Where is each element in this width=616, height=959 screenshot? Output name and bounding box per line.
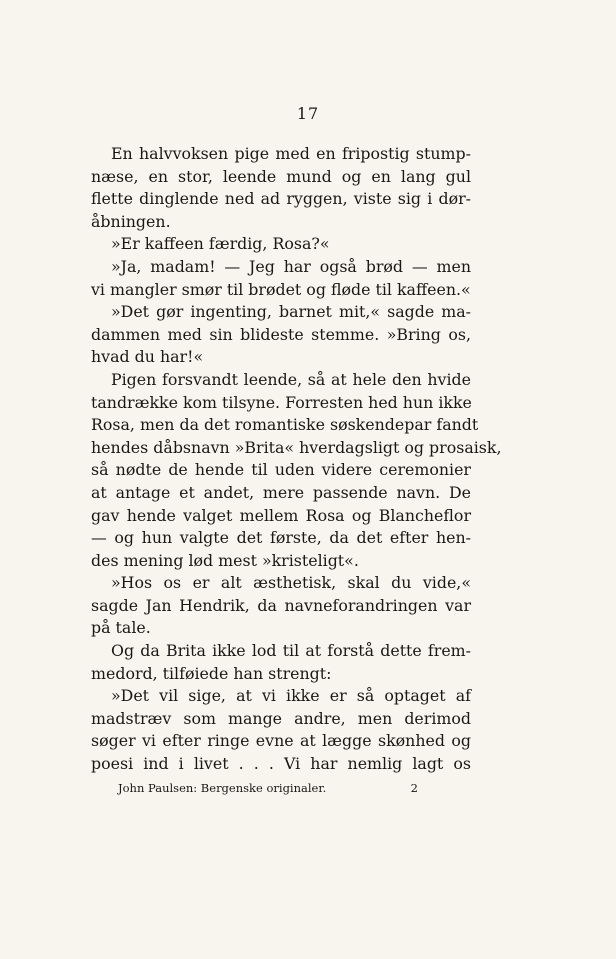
text-line: flette dinglende ned ad ryggen, viste sig i dør-	[91, 189, 471, 209]
text-line: »Det gør ingenting, barnet mit,« sagde ma-	[111, 302, 471, 322]
text-line: tandrække kom tilsyne. Forresten hed hun ikke	[91, 392, 472, 412]
text-line: »Det vil sige, at vi ikke er så optaget af	[111, 686, 471, 706]
text-line: Pigen forsvandt leende, så at hele den hvide	[111, 369, 471, 389]
footer-signature: John Paulsen: Bergenske originaler.	[118, 781, 327, 795]
text-line: des mening lød mest »kristeligt«.	[91, 550, 359, 570]
text-line: næse, en stor, leende mund og en lang gul	[91, 166, 471, 186]
text-line: at antage et andet, mere passende navn. De	[91, 482, 471, 502]
text-line: dammen med sin blideste stemme. »Bring os,	[91, 324, 471, 344]
text-line: så nødte de hende til uden videre ceremonier	[91, 460, 471, 480]
text-line: åbningen.	[91, 211, 171, 231]
text-line: medord, tilføiede han strengt:	[91, 663, 332, 683]
text-line: gav hende valget mellem Rosa og Blancheflor	[91, 505, 471, 525]
text-line: søger vi efter ringe evne at lægge skønhed og	[91, 731, 471, 751]
body-text	[91, 143, 502, 776]
text-line: madstræv som mange andre, men derimod	[91, 708, 471, 728]
page-footer	[118, 781, 418, 795]
text-line: sagde Jan Hendrik, da navneforandringen var	[91, 595, 471, 615]
text-line: hvad du har!«	[91, 347, 204, 367]
text-line: — og hun valgte det første, da det efter hen-	[91, 528, 471, 548]
text-line: på tale.	[91, 618, 151, 638]
text-line: »Hos os er alt æsthetisk, skal du vide,«	[111, 573, 471, 593]
text-line: »Er kaffeen færdig, Rosa?«	[111, 234, 330, 254]
page-number: 17	[296, 104, 320, 123]
text-line: »Ja, madam! — Jeg har også brød — men	[111, 256, 471, 276]
text-line: Rosa, men da det romantiske søskendepar fandt	[91, 415, 479, 435]
text-line: hendes dåbsnavn »Brita« hverdagsligt og prosaisk,	[91, 437, 502, 457]
text-line: En halvvoksen pige med en fripostig stump-	[111, 144, 471, 163]
sheet-number: 2	[410, 781, 418, 795]
text-line: vi mangler smør til brødet og fløde til kaffeen.«	[91, 279, 471, 299]
text-line: Og da Brita ikke lod til at forstå dette frem-	[111, 641, 471, 661]
text-line: poesi ind i livet . . . Vi har nemlig lagt os	[91, 754, 471, 774]
